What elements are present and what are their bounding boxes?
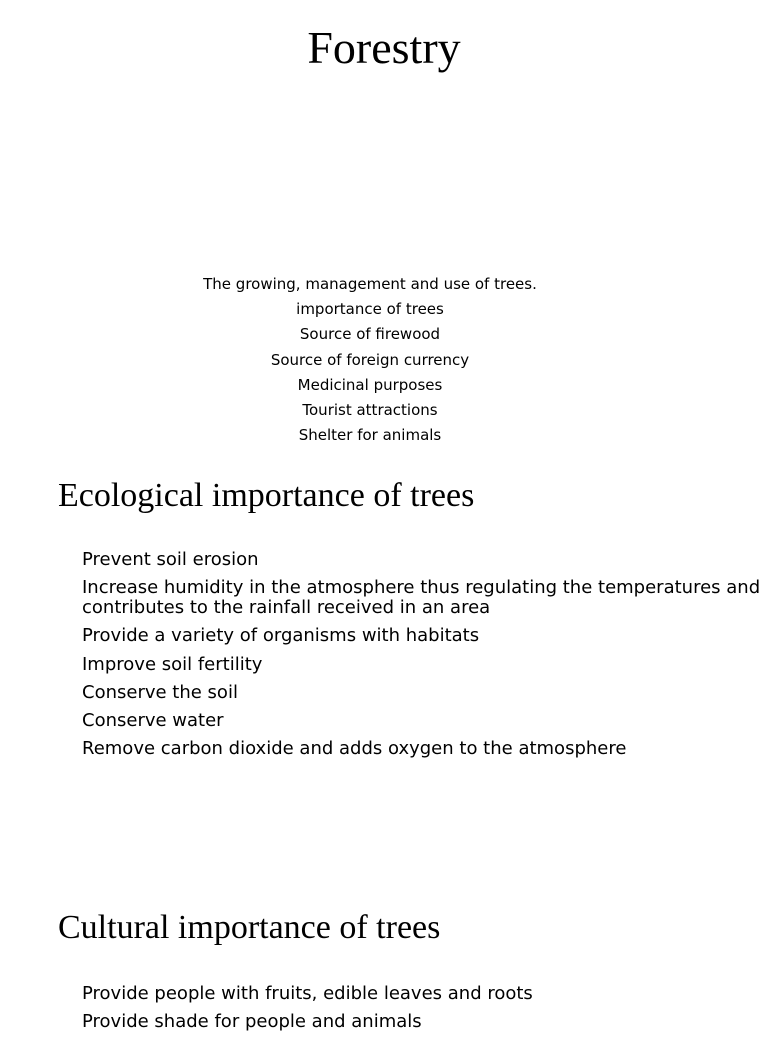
list-item: Provide shade for people and animals [82,1011,422,1033]
ecological-list [82,550,762,767]
list-item: Source of firewood [299,325,441,344]
ecological-heading: Ecological importance of trees [58,477,475,514]
list-item: Tourist attractions [302,401,438,420]
cultural-list [82,984,762,1040]
list-item: Shelter for animals [298,426,442,445]
list-item: importance of trees [296,300,444,319]
list-item: Medicinal purposes [297,375,443,394]
list-item: Conserve water [82,709,224,731]
list-item: Increase humidity in the atmosphere thus regulating the temperatures and contributes to the rainfall received in an area [82,577,761,619]
list-item: Provide people with fruits, edible leaves and roots [82,983,533,1004]
page-title: Forestry [307,22,461,73]
list-item: Prevent soil erosion [82,549,259,570]
list-item: Remove carbon dioxide and adds oxygen to the atmosphere [82,738,627,760]
list-item: Improve soil fertility [82,653,263,675]
intro-list [140,272,600,445]
list-item: Source of foreign currency [270,350,470,369]
list-item: The growing, management and use of trees. [203,275,537,293]
list-item: Provide a variety of organisms with habitats [82,625,480,647]
list-item: Conserve the soil [82,681,238,703]
cultural-heading: Cultural importance of trees [58,909,441,946]
